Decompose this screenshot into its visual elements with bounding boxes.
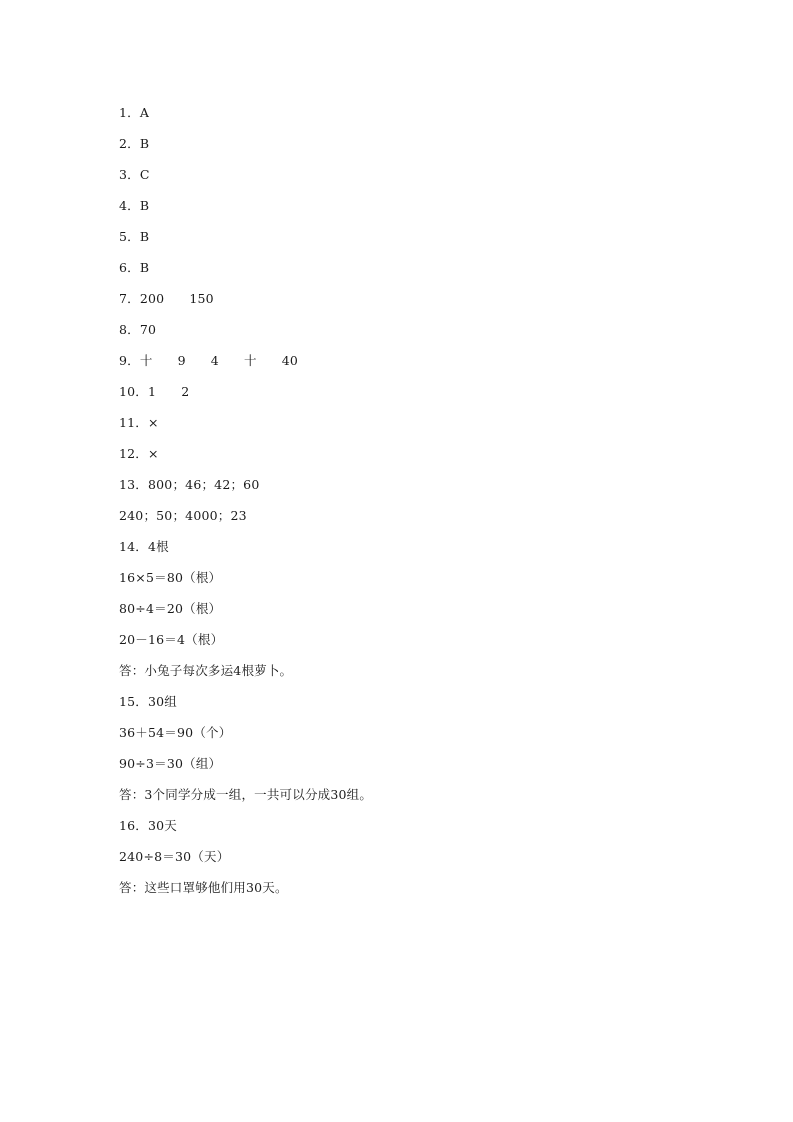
answer-line-14: 14．4根 [119, 539, 169, 554]
answer-line-15: 15．30组 [119, 694, 178, 709]
calc-line-14c: 20－16＝4（根） [119, 632, 224, 647]
answer-line-8: 8．70 [119, 322, 157, 337]
answer-line-2: 2．B [119, 136, 150, 151]
answer-line-7: 7．200 150 [119, 291, 214, 306]
answer-line-12: 12．× [119, 446, 159, 461]
calc-line-14a: 16×5＝80（根） [119, 570, 222, 585]
answer-line-16: 16．30天 [119, 818, 178, 833]
calc-line-15a: 36＋54＝90（个） [119, 725, 232, 740]
answer-line-9: 9．十 9 4 十 40 [119, 353, 299, 368]
answer-line-13-continued: 240；50；4000；23 [119, 508, 247, 523]
answer-line-1: 1．A [119, 105, 150, 120]
calc-line-15b: 90÷3＝30（组） [119, 756, 222, 771]
answer-statement-14: 答：小兔子每次多运4根萝卜。 [119, 663, 293, 678]
answer-line-10: 10．1 2 [119, 384, 190, 399]
answer-line-11: 11．× [119, 415, 159, 430]
calc-line-16a: 240÷8＝30（天） [119, 849, 230, 864]
answer-statement-15: 答：3个同学分成一组，一共可以分成30组。 [119, 787, 373, 802]
answer-line-13: 13．800；46；42；60 [119, 477, 260, 492]
answer-line-3: 3．C [119, 167, 150, 182]
answer-statement-16: 答：这些口罩够他们用30天。 [119, 880, 288, 895]
answer-list [119, 102, 719, 908]
calc-line-14b: 80÷4＝20（根） [119, 601, 222, 616]
answer-line-5: 5．B [119, 229, 150, 244]
answer-line-6: 6．B [119, 260, 150, 275]
answer-line-4: 4．B [119, 198, 150, 213]
